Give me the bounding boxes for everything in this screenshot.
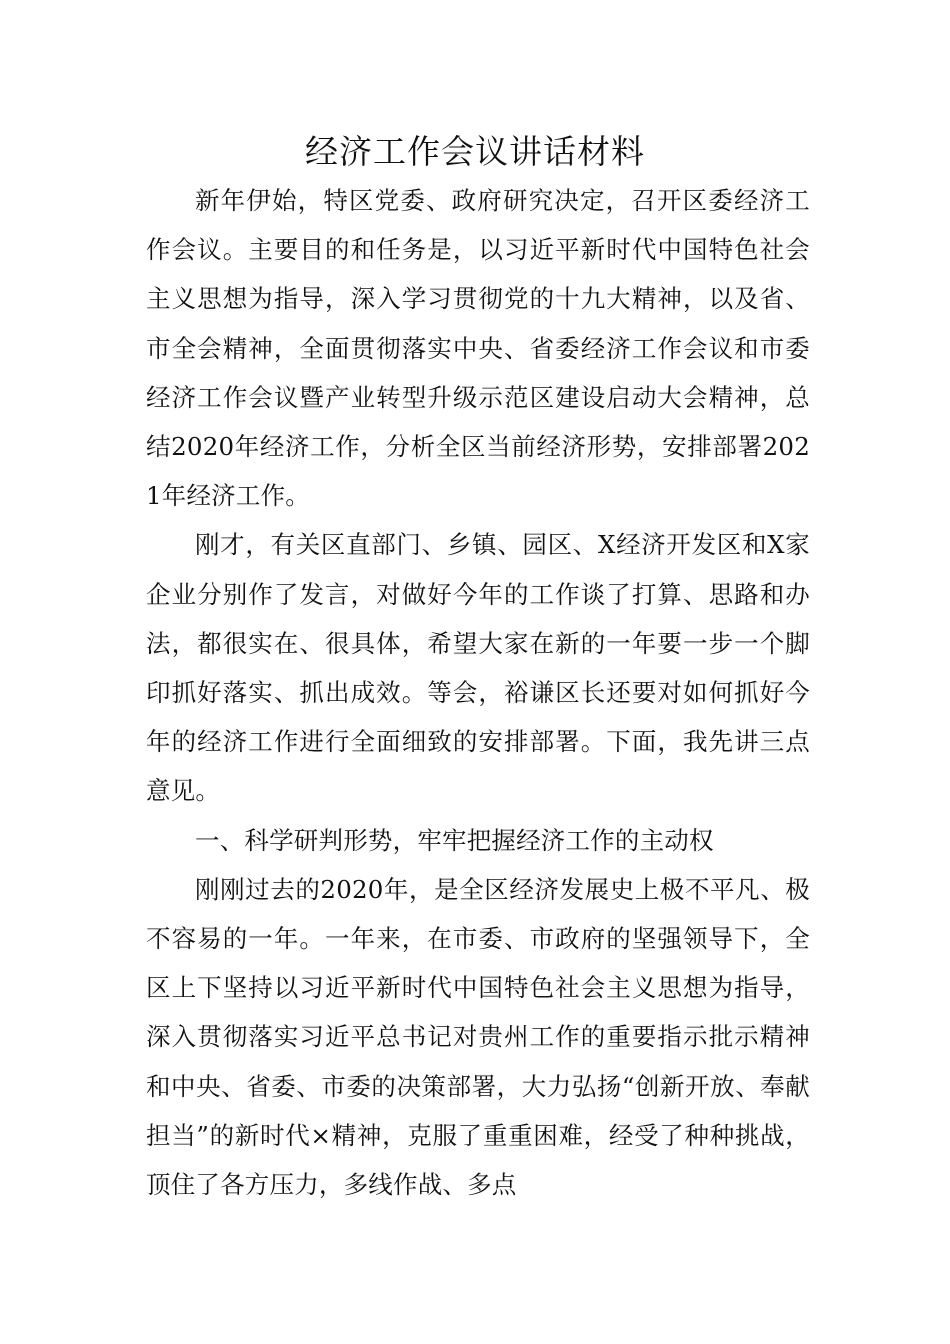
- paragraph-remarks: 刚才，有关区直部门、乡镇、园区、X经济开发区和X家企业分别作了发言，对做好今年的工作谈了打算、思路和办法，都很实在、很具体，希望大家在新的一年要一步一个脚印抓好落实、抓出成效。等会，裕谦区长还要对如何抓好今年的经济工作进行全面细致的安排部署。下面，我先讲三点意见。: [146, 530, 810, 806]
- paragraph-intro: 新年伊始，特区党委、政府研究决定，召开区委经济工作会议。主要目的和任务是，以习近平新时代中国特色社会主义思想为指导，深入学习贯彻党的十九大精神，以及省、市全会精神，全面贯彻落实中央、省委经济工作会议和市委经济工作会议暨产业转型升级示范区建设启动大会精神，总结2020年经济工作，分析全区当前经济形势，安排部署2021年经济工作。: [146, 186, 810, 511]
- document-title: 经济工作会议讲话材料: [305, 132, 645, 171]
- paragraph-review: 刚刚过去的2020年，是全区经济发展史上极不平凡、极不容易的一年。一年来，在市委、市政府的坚强领导下，全区上下坚持以习近平新时代中国特色社会主义思想为指导，深入贯彻落实习近平总书记对贵州工作的重要指示批示精神和中央、省委、市委的决策部署，大力弘扬“创新开放、奉献担当”的新时代×精神，克服了重重困难，经受了种种挑战，顶住了各方压力，多线作战、多点: [146, 874, 810, 1200]
- section-heading-one: 一、科学研判形势，牢牢把握经济工作的主动权: [195, 825, 714, 855]
- document-body: [146, 176, 810, 1209]
